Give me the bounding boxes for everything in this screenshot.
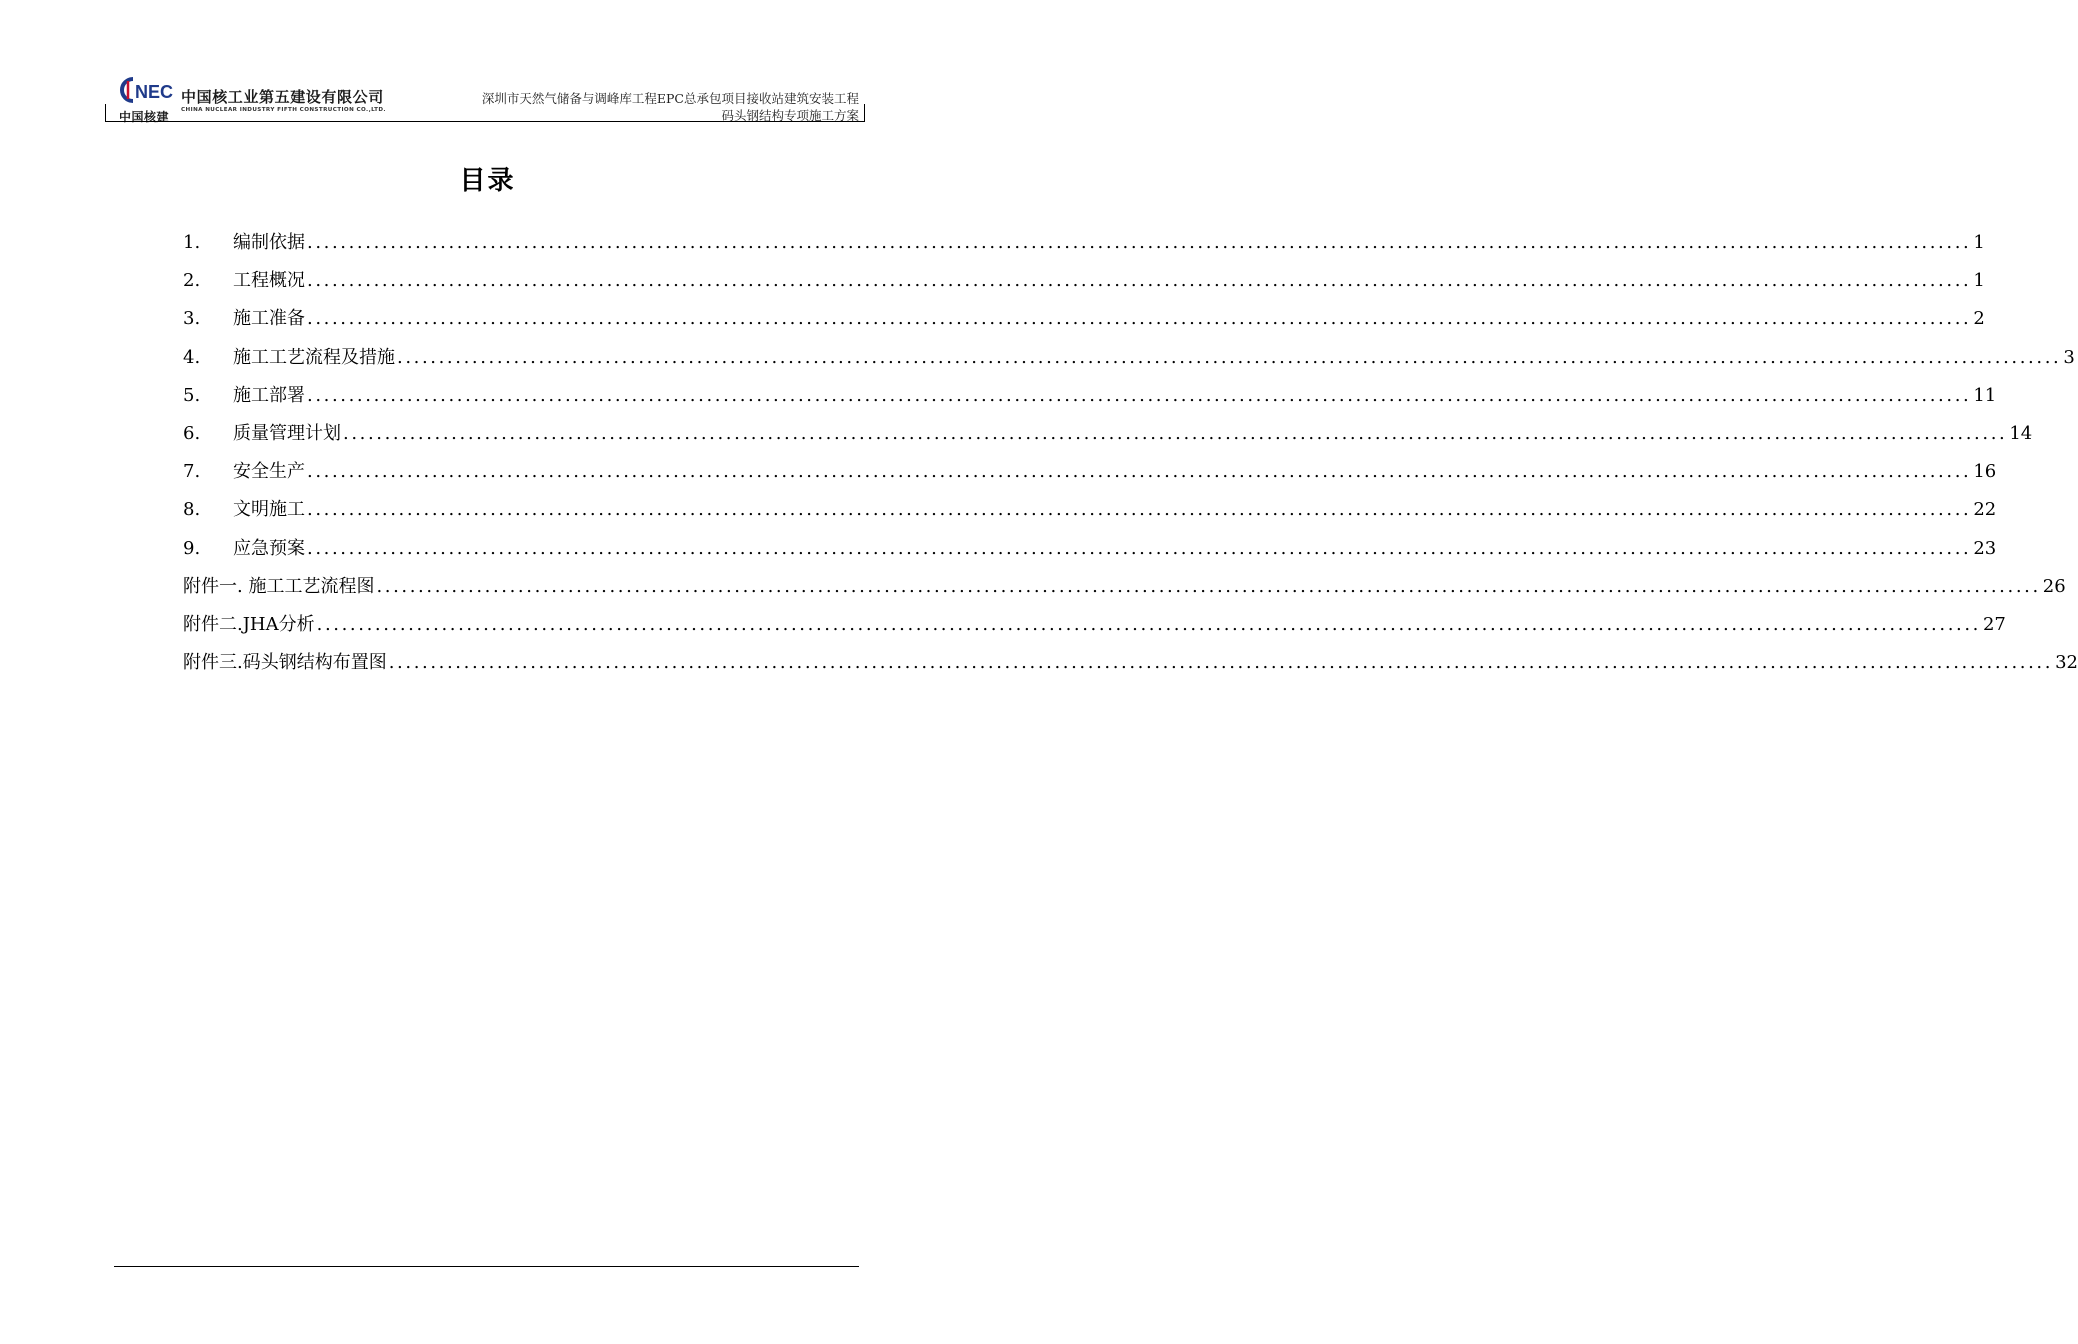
toc-entry-number: 4. <box>183 346 201 368</box>
toc-leader-dots: ........................................................................................................................................................................................................ <box>316 613 1981 635</box>
toc-leader-dots: ........................................................................................................................................................................................................ <box>307 461 1972 483</box>
toc-leader-dots: ........................................................................................................................................................................................................ <box>307 232 1972 253</box>
toc-entry-page: 26 <box>2042 575 2066 597</box>
toc-entry[interactable] <box>183 648 2078 686</box>
toc-leader-dots: ........................................................................................................................................................................................................ <box>397 346 2062 368</box>
toc-entry-title: 施工准备 <box>233 308 305 330</box>
toc-leader-dots: ........................................................................................................................................................................................................ <box>343 422 2008 444</box>
toc-entry-page: 1 <box>1973 270 1985 292</box>
toc-leader-dots: ........................................................................................................................................................................................................ <box>307 537 1972 559</box>
toc-entry-title: 施工部署 <box>233 384 305 406</box>
toc-entry-title: 附件二.JHA分析 <box>183 613 315 635</box>
toc-entry-title: 质量管理计划 <box>233 422 341 444</box>
table-of-contents <box>183 228 2078 686</box>
toc-entry-page: 32 <box>2055 652 2078 674</box>
toc-entry-title: 安全生产 <box>233 461 305 483</box>
toc-entry-number: 8. <box>183 499 201 521</box>
svg-text:NEC: NEC <box>135 82 174 102</box>
toc-entry-number: 5. <box>183 384 201 406</box>
toc-entry[interactable] <box>183 457 1997 495</box>
toc-entry[interactable] <box>183 304 1985 342</box>
toc-entry[interactable] <box>183 610 2006 648</box>
toc-title: 目录 <box>459 166 516 196</box>
toc-entry-page: 11 <box>1973 384 1997 406</box>
toc-entry-title: 施工工艺流程及措施 <box>233 346 395 368</box>
toc-leader-dots: ........................................................................................................................................................................................................ <box>307 270 1972 292</box>
company-name-cn: 中国核工业第五建设有限公司 <box>181 88 384 106</box>
toc-entry-number: 3. <box>183 308 201 330</box>
toc-entry-page: 27 <box>1982 613 2006 635</box>
logo-text: 中国核建 <box>119 110 170 124</box>
toc-entry[interactable] <box>183 534 1997 572</box>
toc-entry-number: 1. <box>183 232 201 253</box>
toc-entry-page: 1 <box>1973 232 1985 253</box>
toc-entry-title: 工程概况 <box>233 270 305 292</box>
header-divider <box>105 121 865 122</box>
toc-leader-dots: ........................................................................................................................................................................................................ <box>388 652 2054 674</box>
project-title: 深圳市天然气储备与调峰库工程EPC总承包项目接收站建筑安装工程 <box>481 91 859 106</box>
toc-leader-dots: ........................................................................................................................................................................................................ <box>307 499 1972 521</box>
toc-leader-dots: ........................................................................................................................................................................................................ <box>307 308 1972 330</box>
toc-entry-title: 应急预案 <box>233 537 305 559</box>
toc-entry[interactable] <box>183 228 1985 266</box>
toc-entry[interactable] <box>183 381 1997 419</box>
toc-entry[interactable] <box>183 572 2066 610</box>
company-logo <box>119 76 179 122</box>
toc-leader-dots: ........................................................................................................................................................................................................ <box>307 384 1972 406</box>
toc-entry-page: 23 <box>1973 537 1997 559</box>
toc-entry[interactable] <box>183 343 2075 381</box>
toc-entry-page: 22 <box>1973 499 1997 521</box>
footer-divider <box>114 1266 859 1267</box>
company-name-en: CHINA NUCLEAR INDUSTRY FIFTH CONSTRUCTION CO.,LTD. <box>181 107 386 113</box>
toc-entry-title: 文明施工 <box>233 499 305 521</box>
toc-entry-number: 7. <box>183 461 201 483</box>
document-title: 码头钢结构专项施工方案 <box>721 108 859 123</box>
toc-entry[interactable] <box>183 266 1985 304</box>
toc-entry-title: 附件三.码头钢结构布置图 <box>183 652 387 674</box>
toc-entry[interactable] <box>183 495 1997 533</box>
cnec-logo-icon <box>119 76 179 104</box>
toc-entry-page: 2 <box>1973 308 1985 330</box>
header-divider-left-tick <box>105 104 106 121</box>
toc-entry-number: 2. <box>183 270 201 292</box>
toc-entry-title: 附件一. 施工工艺流程图 <box>183 575 375 597</box>
toc-entry-page: 3 <box>2063 346 2075 368</box>
page-header <box>105 74 865 124</box>
toc-leader-dots: ........................................................................................................................................................................................................ <box>376 575 2041 597</box>
toc-entry-page: 14 <box>2009 422 2033 444</box>
toc-entry[interactable] <box>183 419 2033 457</box>
toc-entry-number: 6. <box>183 422 201 444</box>
header-divider-right-tick <box>864 104 865 121</box>
toc-entry-title: 编制依据 <box>233 232 305 253</box>
toc-entry-number: 9. <box>183 537 201 559</box>
toc-entry-page: 16 <box>1973 461 1997 483</box>
